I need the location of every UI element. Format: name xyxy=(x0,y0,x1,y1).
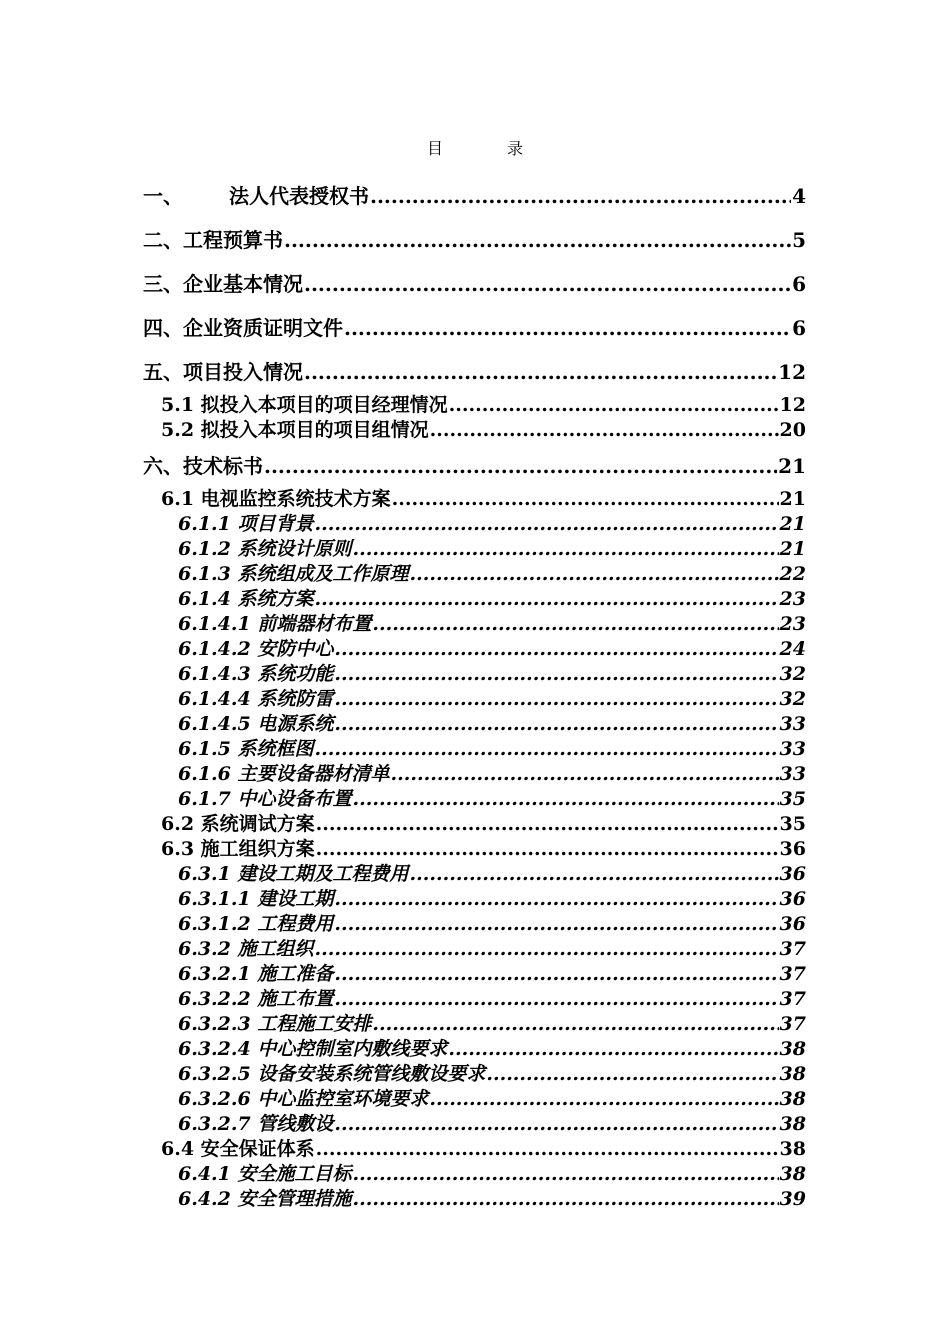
toc-title-left: 目 xyxy=(426,139,443,158)
toc-entry-label xyxy=(143,180,369,209)
toc-entry-label: 6.1.6 主要设备器材清单 xyxy=(178,763,390,785)
toc-entry[interactable] xyxy=(143,1184,806,1211)
toc-dot-leader xyxy=(430,419,779,441)
toc-dot-leader xyxy=(315,738,779,760)
toc-entry-label: 二、工程预算书 xyxy=(143,228,283,252)
toc-dot-leader xyxy=(392,488,779,510)
toc-entry[interactable] xyxy=(143,634,806,661)
toc-entry[interactable] xyxy=(143,1034,806,1061)
toc-entry-label: 6.3.2.5 设备安装系统管线敷设要求 xyxy=(178,1063,486,1085)
toc-entry[interactable] xyxy=(143,450,806,479)
toc-entry[interactable] xyxy=(143,984,806,1011)
toc-entry-label: 6.3.2.7 管线敷设 xyxy=(178,1113,334,1135)
toc-entry-label: 6.1.4.2 安防中心 xyxy=(178,638,334,660)
toc-dot-leader xyxy=(334,963,778,985)
toc-dot-leader xyxy=(372,613,778,635)
toc-dot-leader xyxy=(316,813,779,835)
toc-entry-label: 6.1.7 中心设备布置 xyxy=(178,788,352,810)
toc-page-number: 37 xyxy=(779,938,806,960)
toc-page-number: 32 xyxy=(779,688,806,710)
toc-entry-label: 6.3.2 施工组织 xyxy=(178,938,314,960)
toc-entry-number: 一、 xyxy=(143,184,183,208)
toc-page-number: 22 xyxy=(779,563,806,585)
toc-entry[interactable] xyxy=(143,224,806,253)
toc-dot-leader xyxy=(316,1138,779,1160)
toc-entry-label: 6.4.2 安全管理措施 xyxy=(178,1188,352,1210)
toc-entry[interactable] xyxy=(143,809,806,836)
toc-entry-label: 6.1.4.1 前端器材布置 xyxy=(178,613,372,635)
toc-dot-leader xyxy=(410,863,779,885)
toc-entry[interactable] xyxy=(143,909,806,936)
toc-entry-label: 6.1.4.3 系统功能 xyxy=(178,663,334,685)
toc-entry-label: 5.1 拟投入本项目的项目经理情况 xyxy=(161,394,448,416)
toc-entry[interactable] xyxy=(143,784,806,811)
toc-entry[interactable] xyxy=(143,609,806,636)
toc-entry-label: 六、技术标书 xyxy=(143,454,263,478)
toc-page-number: 38 xyxy=(779,1063,806,1085)
toc-entry-label: 6.1.5 系统框图 xyxy=(178,738,314,760)
toc-page-number: 36 xyxy=(779,913,806,935)
toc-entry-label: 6.3.1.2 工程费用 xyxy=(178,913,334,935)
toc-entry[interactable] xyxy=(143,356,806,385)
toc-entry[interactable] xyxy=(143,415,806,442)
toc-page-number: 38 xyxy=(779,1163,806,1185)
toc-title xyxy=(0,136,950,159)
toc-entry[interactable] xyxy=(143,584,806,611)
toc-page-number: 24 xyxy=(779,638,806,660)
toc-entry[interactable] xyxy=(143,1109,806,1136)
toc-entry[interactable] xyxy=(143,659,806,686)
toc-page-number: 21 xyxy=(779,538,806,560)
toc-entry-label: 6.3.2.1 施工准备 xyxy=(178,963,334,985)
toc-entry[interactable] xyxy=(143,1059,806,1086)
toc-entry-label: 5.2 拟投入本项目的项目组情况 xyxy=(161,419,429,441)
toc-page-number: 37 xyxy=(779,963,806,985)
toc-page-number: 21 xyxy=(778,454,806,478)
toc-entry[interactable] xyxy=(143,268,806,297)
toc-entry-label: 五、项目投入情况 xyxy=(143,360,303,384)
toc-dot-leader xyxy=(304,360,777,384)
toc-entry-label: 6.3.2.4 中心控制室内敷线要求 xyxy=(178,1038,448,1060)
toc-dot-leader xyxy=(334,713,778,735)
toc-dot-leader xyxy=(486,1063,778,1085)
toc-page-number: 23 xyxy=(779,613,806,635)
toc-page-number: 33 xyxy=(779,763,806,785)
toc-dot-leader xyxy=(429,1088,778,1110)
toc-dot-leader xyxy=(344,316,791,340)
toc-page-number: 6 xyxy=(792,316,806,340)
toc-entry-label: 6.1.2 系统设计原则 xyxy=(178,538,352,560)
toc-entry-label: 三、企业基本情况 xyxy=(143,272,303,296)
toc-page-number: 38 xyxy=(779,1113,806,1135)
toc-page-number: 12 xyxy=(779,394,806,416)
toc-page-number: 35 xyxy=(779,813,806,835)
toc-entry[interactable] xyxy=(143,1009,806,1036)
toc-page-number: 39 xyxy=(779,1188,806,1210)
toc-page-number: 36 xyxy=(779,863,806,885)
toc-page-number: 33 xyxy=(779,738,806,760)
toc-entry-label: 6.3.1 建设工期及工程费用 xyxy=(178,863,409,885)
toc-dot-leader xyxy=(353,788,779,810)
toc-entry[interactable] xyxy=(143,1134,806,1161)
toc-title-right: 录 xyxy=(507,139,524,158)
toc-page-number: 35 xyxy=(779,788,806,810)
toc-page-number: 23 xyxy=(779,588,806,610)
toc-dot-leader xyxy=(284,228,791,252)
toc-page-number: 33 xyxy=(779,713,806,735)
toc-page-number: 20 xyxy=(779,419,806,441)
toc-entry[interactable] xyxy=(143,759,806,786)
toc-entry[interactable] xyxy=(143,1159,806,1186)
toc-page-number: 38 xyxy=(779,1088,806,1110)
toc-dot-leader xyxy=(334,913,778,935)
toc-page-number: 5 xyxy=(792,228,806,252)
toc-dot-leader xyxy=(372,1013,778,1035)
toc-dot-leader xyxy=(370,184,791,208)
toc-dot-leader xyxy=(334,688,778,710)
toc-entry-label: 6.3.2.2 施工布置 xyxy=(178,988,334,1010)
toc-dot-leader xyxy=(410,563,779,585)
toc-page-number: 21 xyxy=(779,513,806,535)
toc-entry-label: 6.1.1 项目背景 xyxy=(178,513,314,535)
toc-dot-leader xyxy=(448,1038,778,1060)
toc-dot-leader xyxy=(334,663,778,685)
toc-page-number: 12 xyxy=(778,360,806,384)
toc-entry[interactable] xyxy=(143,559,806,586)
toc-page-number: 36 xyxy=(779,888,806,910)
toc-entry-label: 6.4 安全保证体系 xyxy=(161,1138,315,1160)
toc-entry-label: 6.3.1.1 建设工期 xyxy=(178,888,334,910)
toc-entry[interactable] xyxy=(143,884,806,911)
toc-entry-label: 6.3.2.6 中心监控室环境要求 xyxy=(178,1088,429,1110)
toc-dot-leader xyxy=(334,638,778,660)
toc-entry-label: 6.2 系统调试方案 xyxy=(161,813,315,835)
toc-entry[interactable] xyxy=(143,180,806,209)
toc-entry[interactable] xyxy=(143,1084,806,1111)
toc-entry[interactable] xyxy=(143,709,806,736)
toc-dot-leader xyxy=(353,538,779,560)
toc-entry-label: 6.4.1 安全施工目标 xyxy=(178,1163,352,1185)
toc-page-number: 38 xyxy=(779,1038,806,1060)
toc-page-number: 37 xyxy=(779,1013,806,1035)
toc-dot-leader xyxy=(315,588,779,610)
toc-dot-leader xyxy=(315,513,779,535)
toc-entry[interactable] xyxy=(143,390,806,417)
toc-entry-label: 6.1.3 系统组成及工作原理 xyxy=(178,563,409,585)
toc-page-number: 32 xyxy=(779,663,806,685)
toc-entry-label: 四、企业资质证明文件 xyxy=(143,316,343,340)
toc-page-number: 6 xyxy=(792,272,806,296)
toc-dot-leader xyxy=(449,394,779,416)
toc-dot-leader xyxy=(353,1163,779,1185)
toc-entry[interactable] xyxy=(143,934,806,961)
toc-dot-leader xyxy=(315,938,779,960)
toc-page-number: 36 xyxy=(779,838,806,860)
toc-entry[interactable] xyxy=(143,834,806,861)
toc-page-number: 37 xyxy=(779,988,806,1010)
toc-dot-leader xyxy=(334,988,778,1010)
toc-entry[interactable] xyxy=(143,734,806,761)
toc-entry-text: 法人代表授权书 xyxy=(229,184,369,208)
toc-dot-leader xyxy=(264,454,777,478)
toc-entry-label: 6.1.4.5 电源系统 xyxy=(178,713,334,735)
toc-entry-label: 6.1.4.4 系统防雷 xyxy=(178,688,334,710)
toc-page-number: 4 xyxy=(792,184,806,208)
toc-entry[interactable] xyxy=(143,859,806,886)
toc-dot-leader xyxy=(334,888,778,910)
toc-dot-leader xyxy=(304,272,791,296)
toc-entry-label: 6.1 电视监控系统技术方案 xyxy=(161,488,391,510)
toc-entry[interactable] xyxy=(143,509,806,536)
toc-entry-label: 6.1.4 系统方案 xyxy=(178,588,314,610)
toc-entry[interactable] xyxy=(143,684,806,711)
toc-dot-leader xyxy=(353,1188,779,1210)
toc-dot-leader xyxy=(391,763,779,785)
toc-entry[interactable] xyxy=(143,534,806,561)
toc-dot-leader xyxy=(316,838,779,860)
toc-page-number: 38 xyxy=(779,1138,806,1160)
toc-entry-label: 6.3.2.3 工程施工安排 xyxy=(178,1013,372,1035)
toc-dot-leader xyxy=(334,1113,778,1135)
toc-page-number: 21 xyxy=(779,488,806,510)
toc-entry-label: 6.3 施工组织方案 xyxy=(161,838,315,860)
toc-entry[interactable] xyxy=(143,312,806,341)
toc-entry[interactable] xyxy=(143,484,806,511)
toc-entry[interactable] xyxy=(143,959,806,986)
